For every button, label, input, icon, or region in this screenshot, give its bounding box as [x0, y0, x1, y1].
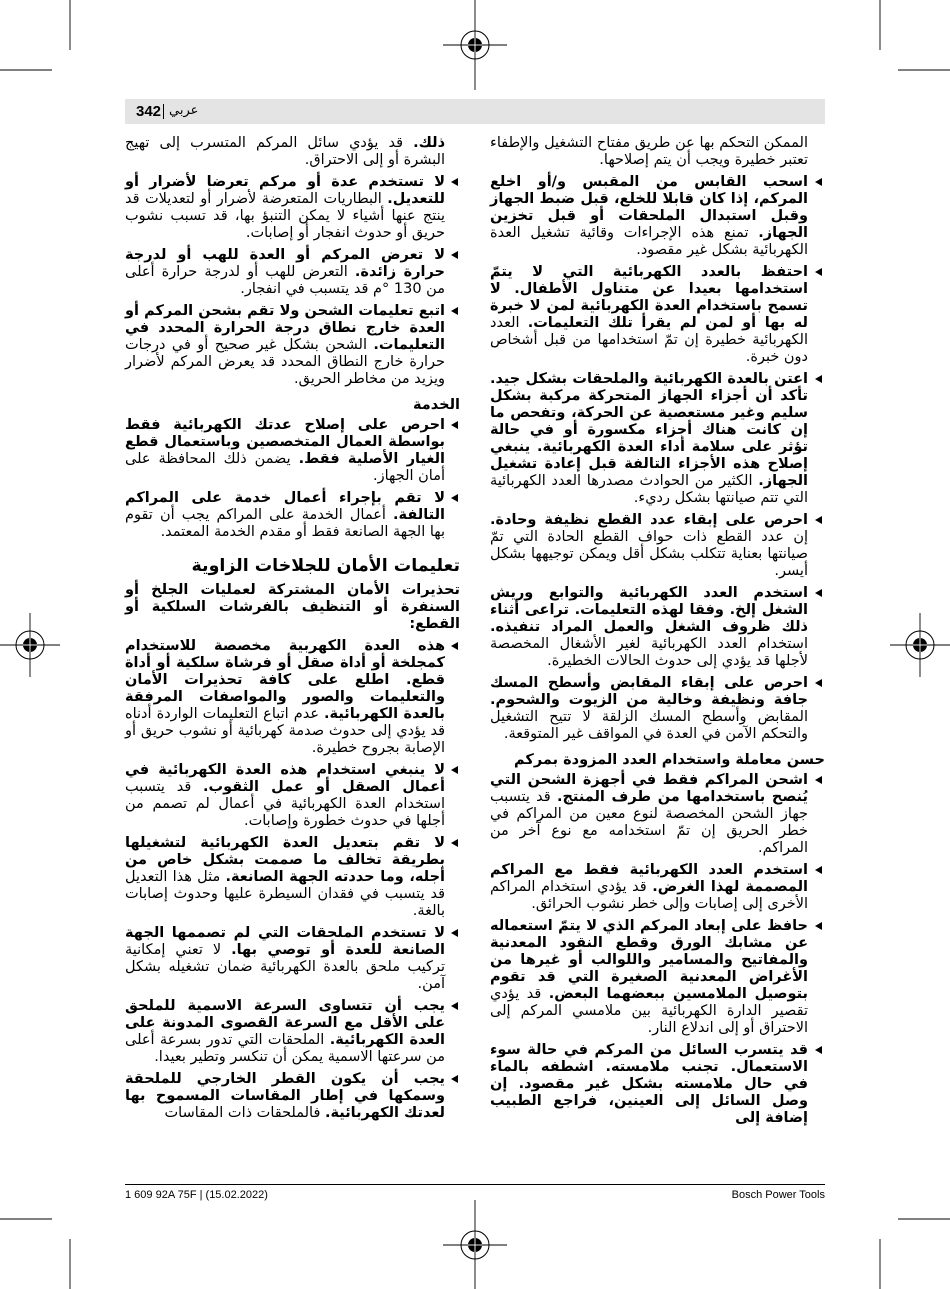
safety-item — [490, 1042, 825, 1127]
warning-lead: استخدم العدد الكهربائية فقط مع المراكم المصممة لهذا الغرض. — [490, 862, 808, 895]
warning-lead: لا تستخدم عدة أو مركم تعرضا لأضرار أو للتعديل. — [125, 174, 445, 207]
safety-item — [490, 675, 825, 743]
safety-item — [490, 174, 825, 259]
safety-item — [125, 174, 460, 242]
warning-explanation: مثل هذا التعديل قد يتسبب في فقدان السيطرة عليها وحدوث إصابات بالغة. — [125, 869, 445, 919]
right-column — [490, 135, 825, 1132]
warning-lead: اشحن المراكم فقط في أجهزة الشحن التي يُنصح باستخدامها من طرف المنتج. — [490, 772, 808, 805]
warning-lead: لا ينبغي استخدام هذه العدة الكهربائية في أعمال الصقل أو عمل الثقوب. — [125, 762, 446, 795]
crop-mark-bottom-left — [0, 1219, 70, 1289]
safety-item-text — [125, 638, 445, 757]
brand-name: Bosch Power Tools — [731, 1189, 825, 1201]
safety-item-text — [125, 998, 445, 1066]
warning-explanation: العدد الكهربائية خطيرة إن تمّ استخدامها من قبل أشخاص دون خبرة. — [490, 315, 808, 365]
safety-item-text — [490, 371, 808, 507]
safety-item — [125, 1071, 460, 1122]
document-code: 1 609 92A 75F | (15.02.2022) — [125, 1189, 268, 1201]
header-bar — [125, 99, 825, 124]
left-column — [125, 135, 460, 1127]
paragraph-text: الممكن التحكم بها عن طريق مفتاح التشغيل والإطفاء تعتبر خطيرة ويجب أن يتم إصلاحها. — [490, 135, 808, 168]
warning-explanation: استخدام العدد الكهربائية لغير الأشغال المخصصة لأجلها قد يؤدي إلى حدوث الحالات الخطيرة. — [490, 636, 808, 669]
warning-explanation: إن عدد القطع ذات حواف القطع الحادة التي تمّ صيانتها بعناية تتكلب بشكل أقل ويمكن توجيهها بشكل أيسر. — [490, 529, 808, 579]
crop-mark-top-right — [880, 0, 950, 70]
safety-item — [125, 417, 460, 485]
warning-lead: ذلك. — [413, 135, 446, 151]
warning-lead: استخدم العدد الكهربائية والتوابع وريش الشغل إلخ. وفقا لهذه التعليمات. تراعى أثناء ذلك ظروف الشغل والعمل المراد تنفيذه. — [490, 585, 808, 635]
warning-explanation: أعمال الخدمة على المراكم يجب أن تقوم بها الجهة الصانعة فقط أو مقدم الخدمة المعتمد. — [125, 507, 445, 540]
section-heading: الخدمة — [412, 397, 460, 413]
safety-item — [125, 303, 460, 388]
bullet-triangle-icon — [451, 421, 458, 429]
safety-item — [490, 772, 825, 857]
safety-item-text — [125, 762, 445, 830]
warning-lead: احرص على إبقاء عدد القطع نظيفة وحادة. — [490, 512, 808, 528]
bullet-triangle-icon — [451, 839, 458, 847]
header-separator — [163, 104, 164, 119]
warning-explanation: الملحقات التي تدور بسرعة أعلى من سرعتها الاسمية يمكن أن تنكسر وتطير بعيدا. — [125, 1032, 445, 1065]
safety-item — [125, 835, 460, 920]
bullet-triangle-icon — [451, 1002, 458, 1010]
safety-item-text — [490, 264, 808, 366]
warning-lead: احتفظ بالعدد الكهربائية التي لا يتمّ استخدامها بعيدا عن متناول الأطفال. لا تسمح باستخدام العدة الكهربائية لمن لا خبرة له بها أو لمن لم يقرأ تلك التعليمات. — [490, 264, 808, 331]
warning-explanation: قد يتسبب استخدام العدة الكهربائية في أعمال لم تصمم من أجلها في حدوث خطورة وإصابات. — [125, 779, 445, 829]
warning-explanation: قد يؤدي سائل المركم المتسرب إلى تهيج البشرة أو إلى الاحتراق. — [125, 135, 445, 168]
safety-item-text — [125, 303, 445, 388]
warning-lead: يجب أن تتساوى السرعة الاسمية للملحق على الأقل مع السرعة القصوى المدونة على العدة الكهربائية. — [125, 998, 446, 1048]
safety-item — [125, 925, 460, 993]
safety-item — [490, 512, 825, 580]
bullet-triangle-icon — [451, 178, 458, 186]
bullet-triangle-icon — [815, 178, 822, 186]
crop-mark-bottom-right — [880, 1219, 950, 1289]
bullet-triangle-icon — [451, 1075, 458, 1083]
warning-explanation: قد يؤدي تقصير الدارة الكهربائية بين ملامسي المركم إلى الاحتراق أو إلى اندلاع النار. — [490, 986, 808, 1036]
warning-lead: لا تقم بإجراء أعمال خدمة على المراكم التالفة. — [125, 490, 445, 523]
continued-paragraph — [125, 135, 460, 169]
bullet-triangle-icon — [815, 1046, 822, 1054]
warning-explanation: يضمن ذلك المحافظة على أمان الجهاز. — [125, 451, 445, 484]
bullet-triangle-icon — [815, 922, 822, 930]
safety-item — [490, 585, 825, 670]
safety-item — [490, 918, 825, 1037]
safety-item-text — [125, 835, 445, 920]
warning-lead: احرص على إبقاء المقابض وأسطح المسك جافة ونظيفة وخالية من الزيوت والشحوم. — [490, 675, 808, 708]
bullet-triangle-icon — [815, 589, 822, 597]
bullet-triangle-icon — [451, 929, 458, 937]
safety-item — [490, 862, 825, 913]
warning-explanation: تمنع هذه الإجراءات وقائية تشغيل العدة الكهربائية بشكل غير مقصود. — [490, 225, 808, 258]
warning-explanation: الكثير من الحوادث مصدرها العدد الكهربائية التي تتم صيانتها بشكل رديء. — [490, 473, 808, 506]
safety-item-text — [490, 512, 808, 580]
safety-item-text — [490, 862, 808, 913]
warning-explanation: المقابض وأسطح المسك الزلقة لا تتيح التشغيل والتحكم الآمن في العدة في المواقف غير المتوقعة. — [490, 709, 808, 742]
safety-item-text — [490, 1042, 808, 1127]
warning-explanation: البطاريات المتعرضة لأضرار أو لتعديلات قد ينتج عنها أشياء لا يمكن التنبؤ بها، قد تسبب نشوب حريق أو حدوث انفجار أو إصابات. — [125, 191, 445, 241]
safety-item — [490, 264, 825, 366]
safety-item — [125, 762, 460, 830]
safety-item-text — [490, 585, 808, 670]
safety-item-text — [490, 174, 808, 259]
footer-rule — [125, 1184, 825, 1185]
warning-lead: لا تستخدم الملحقات التي لم تصممها الجهة الصانعة للعدة أو توصي بها. — [125, 925, 445, 958]
page-number: 342 — [136, 103, 162, 120]
safety-item-text — [490, 772, 808, 857]
safety-item — [125, 998, 460, 1066]
safety-item-text — [490, 918, 808, 1037]
safety-item-text — [125, 174, 445, 242]
bullet-triangle-icon — [815, 866, 822, 874]
registration-target-top-icon — [443, 0, 507, 90]
safety-item-text — [490, 675, 808, 743]
registration-target-right-icon — [890, 613, 950, 677]
warning-explanation: قد يتسبب جهاز الشحن المخصصة لنوع معين من المراكم في خطر الحريق إن تمّ استخدامه مع نوع آخر من المراكم. — [490, 789, 808, 856]
warning-explanation: الشحن بشكل غير صحيح أو في درجات حرارة خارج النطاق المحدد قد يعرض المركم لأضرار ويزيد من مخاطر الحريق. — [125, 337, 445, 387]
warning-lead: قد يتسرب السائل من المركم في حالة سوء الاستعمال. تجنب ملامسته. اشطفه بالماء في حال ملامسته بشكل غير مقصود. إن وصل السائل إلى العينين، فراجع الطبيب إضافة إلى — [490, 1042, 808, 1126]
warning-lead: لا تعرض المركم أو العدة للهب أو لدرجة حرارة زائدة. — [125, 247, 445, 280]
safety-item — [125, 247, 460, 298]
warning-lead: لا تقم بتعديل العدة الكهربائية لتشغيلها بطريقة تخالف ما صممت بشكل خاص من أجله، وما حددته الجهة الصانعة. — [125, 835, 445, 885]
subsection-heading: تحذيرات الأمان المشتركة لعمليات الجلخ أو السنفرة أو التنظيف بالفرشات السلكية أو القطع: — [125, 582, 460, 632]
warning-lead: هذه العدة الكهربية مخصصة للاستخدام كمجلخة أو أداة صقل أو فرشاة سلكية أو أداة قطع. اطلع على كافة تحذيرات الأمان والتعليمات والصور والمواصفات المرفقة بالعدة الكهربائية. — [125, 638, 445, 722]
registration-target-bottom-icon — [443, 1200, 507, 1289]
safety-item-text — [125, 925, 445, 993]
chapter-title: تعليمات الأمان للجلاخات الزاوية — [191, 556, 460, 576]
paragraph-text — [125, 135, 445, 169]
safety-item — [125, 490, 460, 541]
bullet-triangle-icon — [451, 642, 458, 650]
safety-item-text — [125, 1071, 445, 1122]
registration-target-left-icon — [0, 613, 60, 677]
continued-paragraph — [490, 135, 825, 169]
bullet-triangle-icon — [451, 494, 458, 502]
warning-lead: اسحب القابس من المقبس و/أو اخلع المركم، إذا كان قابلا للخلع، قبل ضبط الجهاز وقبل استبدال الملحقات أو قبل تخزين الجهاز. — [490, 174, 808, 241]
crop-mark-top-left — [0, 0, 70, 70]
warning-explanation: فالملحقات ذات المقاسات — [164, 1105, 321, 1121]
warning-lead: يجب أن يكون القطر الخارجي للملحقة وسمكها في إطار المقاسات المسموح بها لعدتك الكهربائية. — [125, 1071, 445, 1121]
warning-explanation: لا تعني إمكانية تركيب ملحق بالعدة الكهربائية ضمان تشغيله بشكل آمن. — [125, 942, 445, 992]
warning-lead: احرص على إصلاح عدتك الكهربائية فقط بواسطة العمال المتخصصين وباستعمال قطع الغيار الأصلية فقط. — [125, 417, 446, 467]
bullet-triangle-icon — [815, 679, 822, 687]
safety-item — [490, 371, 825, 507]
language-label: عربي — [169, 103, 199, 118]
warning-lead: حافظ على إبعاد المركم الذي لا يتمّ استعماله عن مشابك الورق وقطع النقود المعدنية والمفاتيح والمسامير واللوالب أو غيرها من الأغراض المعدنية الصغيرة التي قد تقوم بتوصيل الملامسين ببعضهما البعض. — [490, 918, 809, 1002]
warning-explanation: التعرض للهب أو لدرجة حرارة أعلى من 130 °م قد يتسبب في انفجار. — [125, 264, 445, 297]
bullet-triangle-icon — [451, 307, 458, 315]
warning-lead: اعتن بالعدة الكهربائية والملحقات بشكل جيد. تأكد أن أجزاء الجهاز المتحركة مركبة بشكل سليم وغير مستعصية عن الحركة، وتفحص ما إن كانت هناك أجزاء مكسورة أو في حالة تؤثر على سلامة أداء العدة الكهربائية. ينبغي إصلاح هذه الأجزاء التالفة قبل إعادة تشغيل الجهاز. — [490, 371, 808, 489]
warning-explanation: قد يؤدي استخدام المراكم الأخرى إلى إصابات وإلى خطر نشوب الحرائق. — [490, 879, 808, 912]
bullet-triangle-icon — [451, 766, 458, 774]
warning-lead: اتبع تعليمات الشحن ولا تقم بشحن المركم أو العدة خارج نطاق درجة الحرارة المحدد في التعليمات. — [125, 303, 445, 353]
safety-item-text — [125, 490, 445, 541]
bullet-triangle-icon — [815, 375, 822, 383]
bullet-triangle-icon — [815, 268, 822, 276]
safety-item-text — [125, 417, 445, 485]
warning-explanation: عدم اتباع التعليمات الواردة أدناه قد يؤدي إلى حدوث صدمة كهربائية أو نشوب حريق أو الإصابة بجروح خطيرة. — [125, 706, 445, 756]
bullet-triangle-icon — [815, 516, 822, 524]
bullet-triangle-icon — [815, 776, 822, 784]
bullet-triangle-icon — [451, 251, 458, 259]
safety-item — [125, 638, 460, 757]
section-heading: حسن معاملة واستخدام العدد المزودة بمركم — [514, 752, 825, 768]
safety-item-text — [125, 247, 445, 298]
